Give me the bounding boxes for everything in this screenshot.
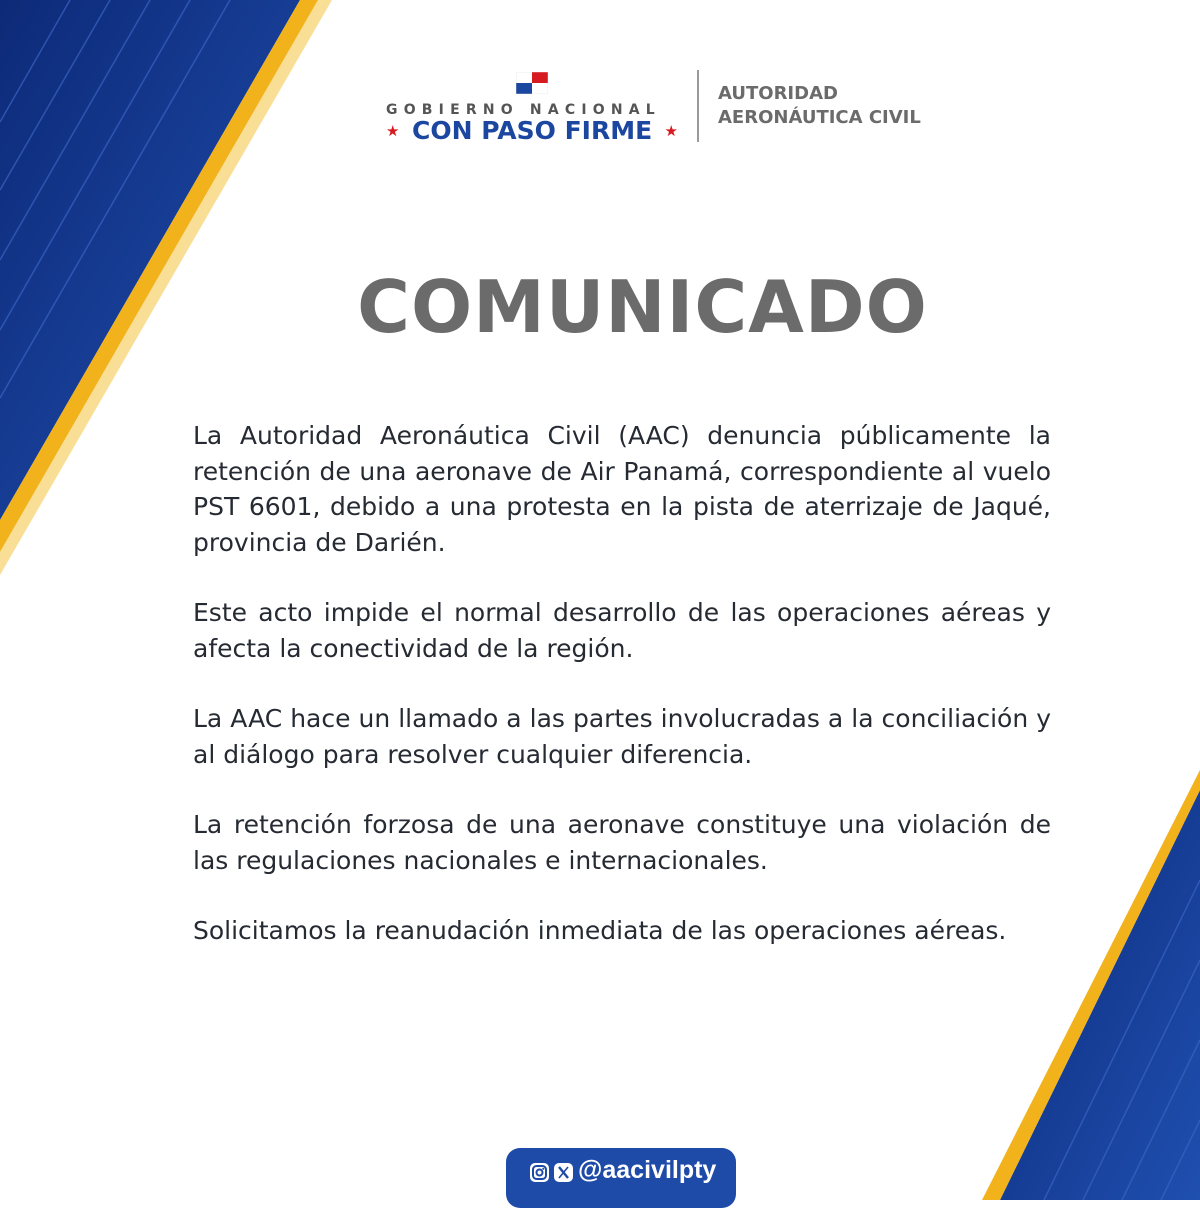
government-slogan [386,118,680,152]
instagram-icon[interactable] [530,1163,549,1182]
paragraph: Solicitamos la reanudación inmediata de las operaciones aéreas. [193,916,1007,945]
star-icon: ★ [386,122,400,140]
social-handle[interactable]: @aacivilpty [578,1156,717,1184]
government-label: GOBIERNO NACIONAL [386,102,661,118]
agency-name-line1: AUTORIDAD [718,83,838,104]
statement-body [193,418,1051,984]
header [0,60,1200,160]
panama-flag-icon [516,72,548,94]
agency-name [718,82,921,130]
page-title: COMUNICADO [357,265,928,349]
paragraph: La retención forzosa de una aeronave constituye una violación de las regulaciones nacionales e internacionales. [193,810,1051,875]
star-icon: ★ [664,122,678,140]
paragraph: Este acto impide el normal desarrollo de las operaciones aéreas y afecta la conectividad de la región. [193,598,1051,663]
agency-name-line2: AERONÁUTICA CIVIL [718,107,921,128]
social-badge[interactable] [506,1148,736,1208]
paragraph: La Autoridad Aeronáutica Civil (AAC) denuncia públicamente la retención de una aeronave de Air Panamá, correspondiente al vuelo PST 6601, debido a una protesta en la pista de aterrizaje de Jaqué, provincia de Darién. [193,421,1051,557]
x-icon[interactable] [554,1163,573,1182]
slogan-text: CON PASO FIRME [412,116,653,145]
paragraph: La AAC hace un llamado a las partes involucradas a la conciliación y al diálogo para resolver cualquier diferencia. [193,704,1051,769]
header-divider [697,70,699,142]
